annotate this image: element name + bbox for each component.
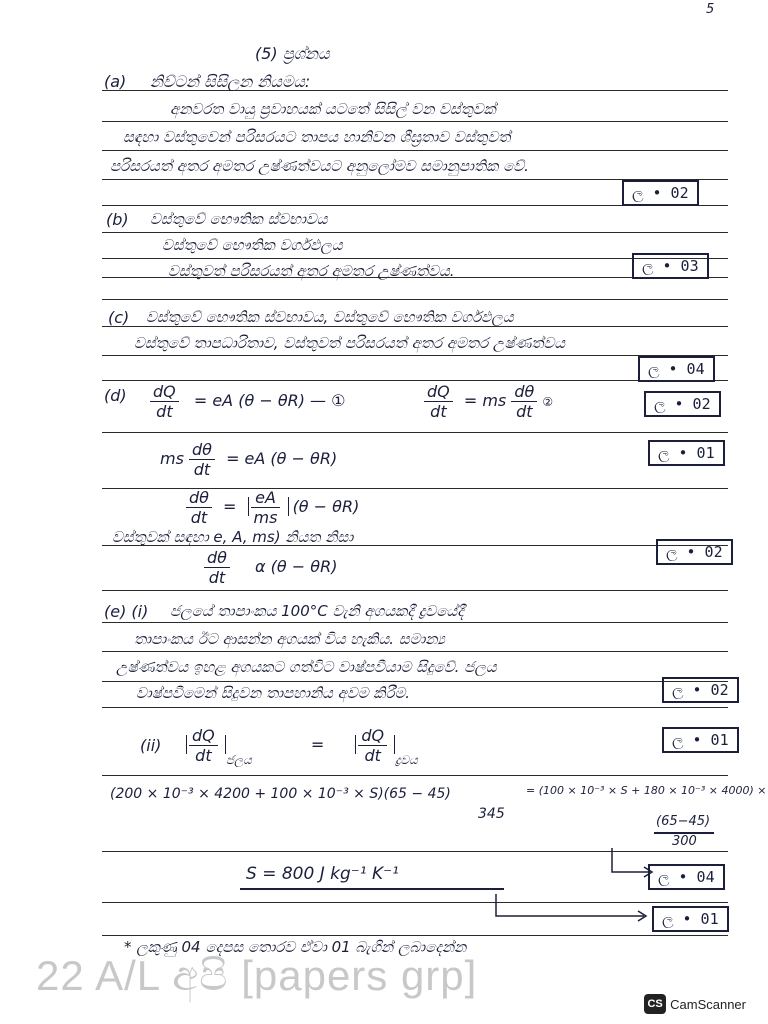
eqii-right-num: dQ [358,726,387,746]
part-e-line-3: උෂ්ණත්වය ඉහළ අගයකට ගත්විට වාෂ්පවීයාම සිදුවේ. ජලය [116,658,497,676]
part-b-line-2: වස්තුවේ භෞතික වර්ගඵලය [162,236,343,254]
result-underline [240,888,504,890]
part-b-line-1: වස්තුවේ භෞතික ස්වභාවය [150,210,328,228]
camscanner-name: CamScanner [670,996,746,1012]
eq5-right: α (θ − θR) [255,557,338,576]
part-eii-label: (ii) [140,736,162,755]
part-c-label: (c) [108,308,130,327]
eqii-left-num: dQ [189,726,218,746]
eq2-frac-num: dθ [511,382,537,402]
page-number: 5 [706,2,715,17]
question-heading: (5) ප්‍රශ්නය [255,44,330,63]
eqii-right-sub: ද්‍රවය [395,753,418,767]
eq3-right: = eA (θ − θR) [226,449,338,468]
equation-4 [186,488,359,527]
equation-ii [186,726,418,768]
ruled-line [102,326,728,327]
eq4-den: dt [190,508,208,527]
eq4-num: dθ [186,488,212,508]
part-c-line-2: වස්තුවේ තාපධාරිතාව, වස්තුවත් පරිසරයත් අතර අමතර උෂ්ණත්වය [134,334,566,352]
calculation-right: = (100 × 10⁻³ × S + 180 × 10⁻³ × 4000) × [526,784,767,797]
ruled-line [102,232,728,233]
eq2-tag: ② [542,395,554,409]
part-a-line-1: අනවරත වායු ප්‍රවාහයක් යටතේ සිසිල් වන වස්තුවක් [170,100,496,118]
eq4-frac-num: eA [251,488,281,508]
ruled-line [102,150,728,151]
eq1-num: dQ [150,382,179,402]
part-b-line-3: වස්තුවත් පරිසරයත් අතර අමතර උෂ්ණත්වය. [168,262,455,280]
eq4-eq: = [223,497,237,516]
ruled-line [102,681,728,682]
calculation-left-den: 345 [478,806,505,822]
final-result: S = 800 J kg⁻¹ K⁻¹ [246,864,399,884]
equation-3 [160,440,337,479]
mark-box-e1: ල • 02 [662,677,739,703]
calculation-right-den: 300 [672,834,697,849]
part-b-label: (b) [106,210,129,229]
eqii-right-den: dt [364,746,381,765]
arrow-to-mark-final [488,892,658,924]
camscanner-badge [644,994,746,1014]
mark-box-result: ල • 04 [648,864,725,890]
equation-1 [150,382,345,421]
mark-box-c: ල • 04 [638,356,715,382]
calculation-left: (200 × 10⁻³ × 4200 + 100 × 10⁻³ × S)(65 − 45) [110,786,451,802]
ruled-line [102,432,728,433]
mark-box-a: ල • 02 [622,180,699,206]
ruled-line [102,299,728,300]
ruled-line [102,651,728,652]
eq4-bracket [248,488,289,527]
eq4-right: (θ − θR) [292,497,360,516]
eq2-num: dQ [424,382,453,402]
mark-box-d1: ල • 02 [644,391,721,417]
part-a-title: නිව්ටන් සිසිලන නියමය: [150,72,311,91]
part-a-label: (a) [104,72,127,91]
part-d-note: වස්තුවක් සඳහා e, A, ms) නියත නිසා [112,528,354,546]
camscanner-logo-icon: CS [644,994,666,1014]
part-a-line-2: සඳහා වස්තුවෙන් පරිසරයට තාපය හානිවන ශීඝ්‍රතාව වස්තුවත් [123,128,511,146]
part-c-line-1: වස්තුවේ භෞතික ස්වභාවය, වස්තුවේ භෞතික වර්ගඵලය [146,308,514,326]
ruled-line [102,622,728,623]
equation-2 [424,382,553,421]
part-e-line-4: වාෂ්පවීමෙන් සිදුවන තාපහානිය අවම කිරීම. [136,684,411,702]
footer-note: * ලකුණු 04 දෙපස තොරව ඒවා 01 බැගින් ලබාදෙන්න [124,938,467,956]
watermark-text: 22 A/L අපි [papers grp] [36,952,478,999]
mark-box-final: ල • 01 [652,906,729,932]
mark-box-d3: ල • 02 [656,539,733,565]
eq2-frac-den: dt [516,402,533,421]
eq3-ms: ms [160,449,184,468]
eq4-frac-den: ms [253,508,278,527]
mark-box-b: ල • 03 [632,253,709,279]
eqii-eq: = [310,735,325,754]
part-e-label: (e) (i) [104,602,149,621]
mark-box-d2: ල • 01 [648,440,725,466]
part-a-line-3: පරිසරයත් අතර අමතර උෂ්ණත්වයට අනුලෝමව සමානුපාතික වේ. [110,157,529,175]
equation-5 [204,548,337,587]
ruled-line [102,707,728,708]
part-e-line-1: ජලයේ තාපාංකය 100°C වැනි අගයකදී ද්‍රවයේදී [170,602,464,620]
eqii-left-sub: ජලය [225,753,252,767]
arrow-to-mark-result [604,846,664,886]
eq1-right: = eA (θ − θR) — ① [193,391,346,410]
ruled-line [102,380,728,381]
ruled-line [102,121,728,122]
ruled-line [102,355,728,356]
part-e-line-2: තාපාංකය ඊට ආසන්න අගයක් විය හැකිය. සමාන්‍ය [134,630,445,648]
eqii-left-den: dt [195,746,212,765]
eq3-num: dθ [189,440,215,460]
ruled-line [102,775,728,776]
ruled-line [102,590,728,591]
eq2-mid: = ms [463,391,507,410]
eq2-den: dt [430,402,447,421]
part-d-label: (d) [104,386,127,405]
eq1-den: dt [156,402,173,421]
eq5-num: dθ [204,548,230,568]
eq3-den: dt [193,460,211,479]
calculation-right-num: (65−45) [656,814,711,829]
eq5-den: dt [208,568,226,587]
mark-box-eii: ල • 01 [662,727,739,753]
ruled-line [102,935,728,936]
